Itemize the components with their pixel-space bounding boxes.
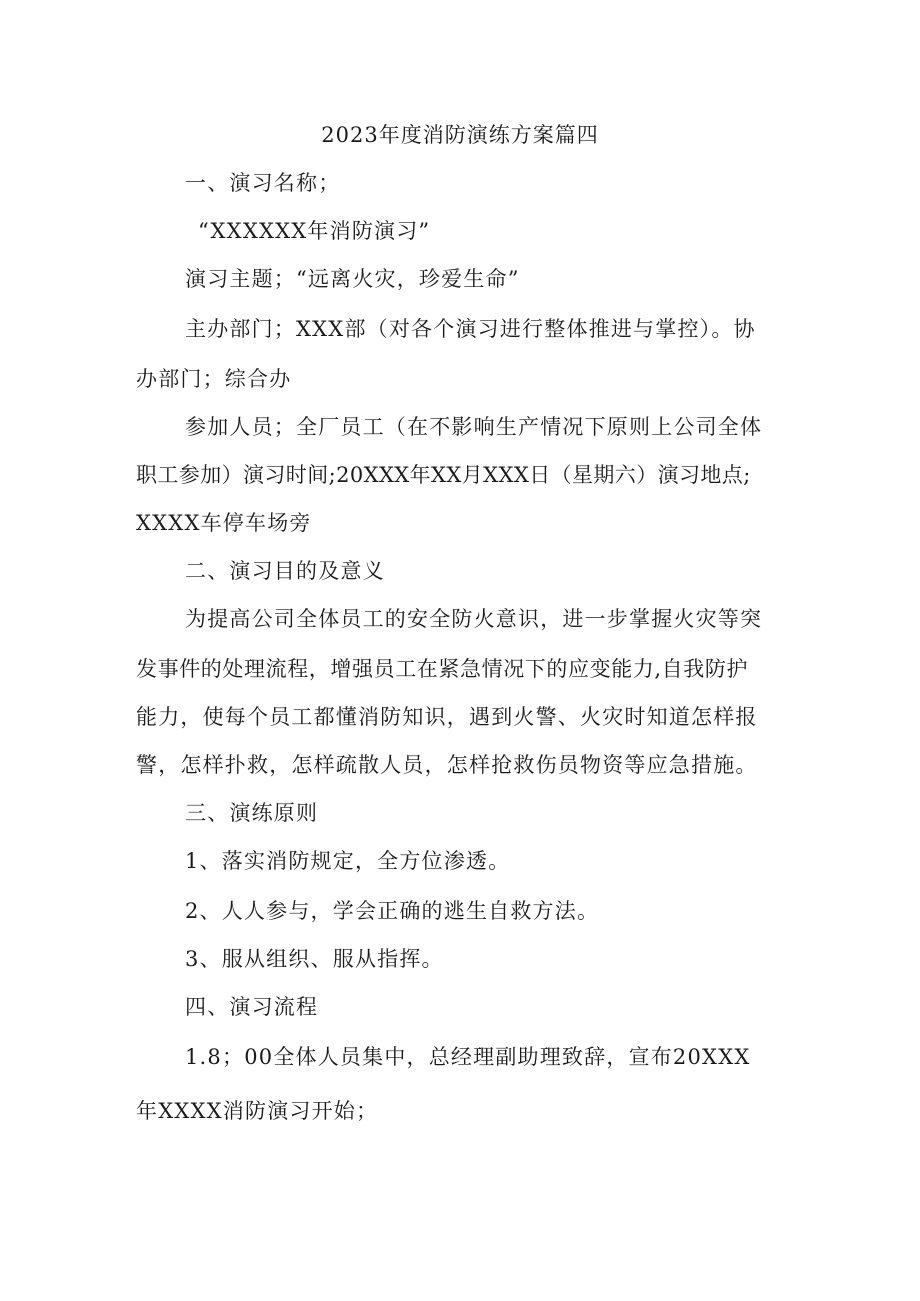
list-item: 1、落实消防规定，全方位渗透。 — [185, 849, 511, 873]
paragraph-line: “XXXXXX年消防演习” — [198, 219, 431, 243]
paragraph-line: 警，怎样扑救，怎样疏散人员，怎样抢救伤员物资等应急措施。 — [136, 753, 758, 777]
paragraph-line: 办部门；综合办 — [136, 367, 292, 391]
section-heading-4: 四、演习流程 — [185, 995, 319, 1019]
paragraph-line: XXXX车停车场旁 — [136, 511, 312, 535]
paragraph-line: 能力，使每个员工都懂消防知识，遇到火警、火灾时知道怎样报 — [136, 705, 758, 729]
section-heading-2: 二、演习目的及意义 — [185, 559, 385, 583]
paragraph-line: 年XXXX消防演习开始； — [136, 1099, 379, 1123]
paragraph-line: 发事件的处理流程，增强员工在紧急情况下的应变能力,自我防护 — [136, 657, 749, 681]
section-heading-3: 三、演练原则 — [185, 801, 319, 825]
paragraph-line: 演习主题；“远离火灾，珍爱生命” — [185, 267, 520, 291]
paragraph-line: 1.8；00全体人员集中，总经理副助理致辞，宣布20XXX — [185, 1045, 751, 1069]
paragraph-line: 职工参加）演习时间;20XXX年XX月XXX日（星期六）演习地点; — [136, 463, 751, 487]
list-item: 2、人人参与，学会正确的逃生自救方法。 — [185, 899, 600, 923]
section-heading-1: 一、演习名称； — [185, 171, 341, 195]
paragraph-line: 参加人员；全厂员工（在不影响生产情况下原则上公司全体 — [185, 415, 763, 439]
document-title: 2023年度消防演练方案篇四 — [321, 123, 599, 147]
list-item: 3、服从组织、服从指挥。 — [185, 947, 444, 971]
paragraph-line: 主办部门；XXX部（对各个演习进行整体推进与掌控）。协 — [185, 317, 756, 341]
paragraph-line: 为提高公司全体员工的安全防火意识，进一步掌握火灾等突 — [185, 607, 763, 631]
